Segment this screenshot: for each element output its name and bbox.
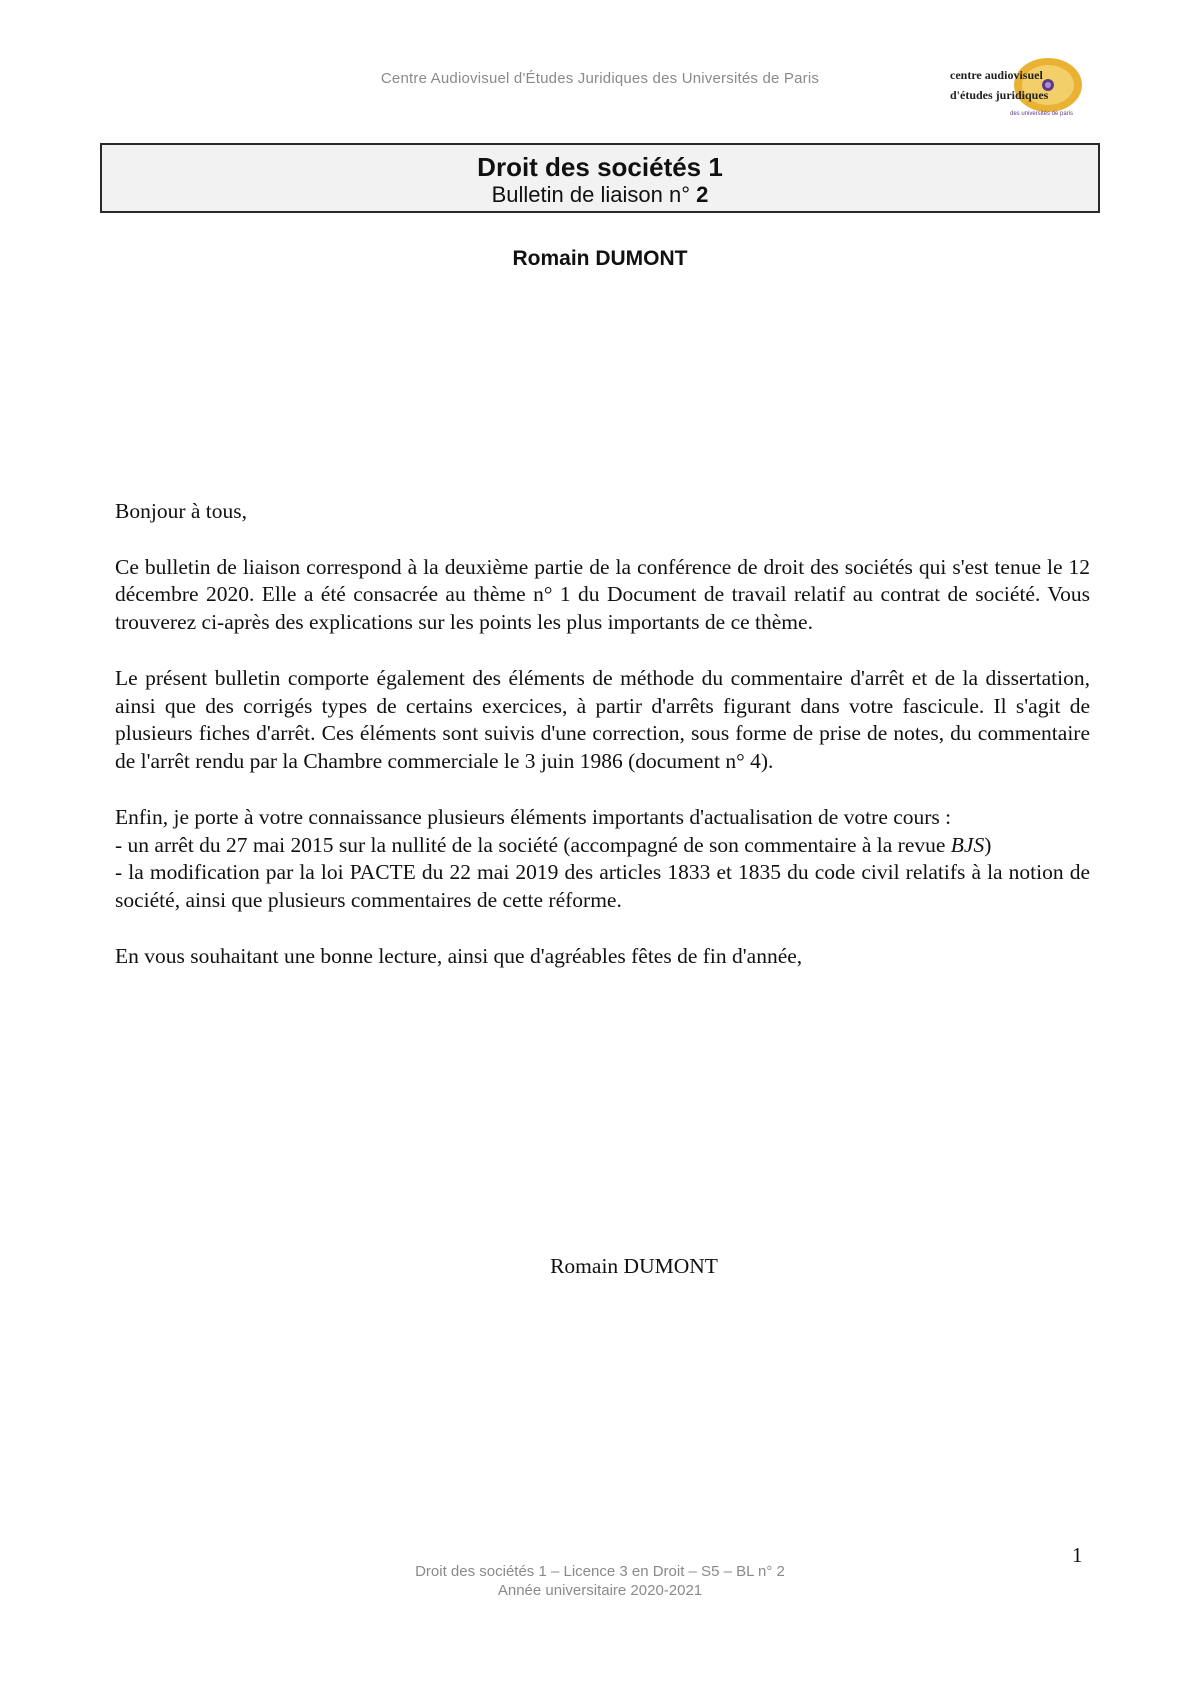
title-box bbox=[100, 143, 1100, 213]
paragraph-3 bbox=[115, 804, 1090, 915]
greeting: Bonjour à tous, bbox=[115, 499, 247, 523]
subtitle-number: 2 bbox=[696, 182, 709, 207]
item-1-close: ) bbox=[984, 832, 992, 857]
footer-year: Année universitaire 2020-2021 bbox=[497, 1582, 703, 1599]
closing: En vous souhaitant une bonne lecture, ainsi que d'agréables fêtes de fin d'année, bbox=[115, 943, 803, 968]
logo-line2: d'études juridiques bbox=[950, 88, 1049, 102]
document-title: Droit des sociétés 1 bbox=[477, 152, 723, 182]
letter-body bbox=[115, 498, 1090, 998]
author-name: Romain DUMONT bbox=[512, 247, 688, 270]
paragraph-1: Ce bulletin de liaison correspond à la deuxième partie de la conférence de droit des sociétés qui s'est tenue le 12 décembre 2020. Elle a été consacrée au thème n° 1 du Document de travail relatif au contrat de société. Vous trouverez ci-après des explications sur les points les plus importants de ce thème. bbox=[115, 554, 1090, 635]
update-item-2: - la modification par la loi PACTE du 22 mai 2019 des articles 1833 et 1835 du code civil relatifs à la notion de société, ainsi que plusieurs commentaires de cette réforme. bbox=[115, 860, 1090, 913]
logo-line1: centre audiovisuel bbox=[950, 68, 1043, 82]
update-item-1 bbox=[115, 832, 1090, 860]
update-item-1-text: - un arrêt du 27 mai 2015 sur la nullité de la société (accompagné de son commentaire à la revue bbox=[115, 832, 946, 857]
document-subtitle bbox=[102, 182, 1098, 208]
signature: Romain DUMONT bbox=[550, 1254, 718, 1278]
subtitle-prefix: Bulletin de liaison n° bbox=[491, 182, 690, 207]
logo-arc: des universités de paris bbox=[1010, 111, 1074, 117]
update-intro: Enfin, je porte à votre connaissance plusieurs éléments importants d'actualisation de votre cours : bbox=[115, 804, 952, 829]
logo bbox=[940, 55, 1090, 121]
paragraph-2: Le présent bulletin comporte également des éléments de méthode du commentaire d'arrêt et de la dissertation, ainsi que des corrigés types de certains exercices, à partir d'arrêts figurant dans votre fascicule. Il s'agit de plusieurs fiches d'arrêt. Ces éléments sont suivis d'une correction, sous forme de prise de notes, du commentaire de l'arrêt rendu par la Chambre commerciale le 3 juin 1986 (document n° 4). bbox=[115, 665, 1090, 774]
header-institution: Centre Audiovisuel d'Études Juridiques des Universités de Paris bbox=[380, 70, 820, 87]
page-number: 1 bbox=[1072, 1543, 1083, 1567]
journal-name: BJS bbox=[950, 832, 985, 857]
footer-course: Droit des sociétés 1 – Licence 3 en Droit – S5 – BL n° 2 bbox=[415, 1563, 785, 1580]
caejup-logo-icon bbox=[940, 55, 1090, 121]
footer bbox=[0, 1562, 1200, 1600]
